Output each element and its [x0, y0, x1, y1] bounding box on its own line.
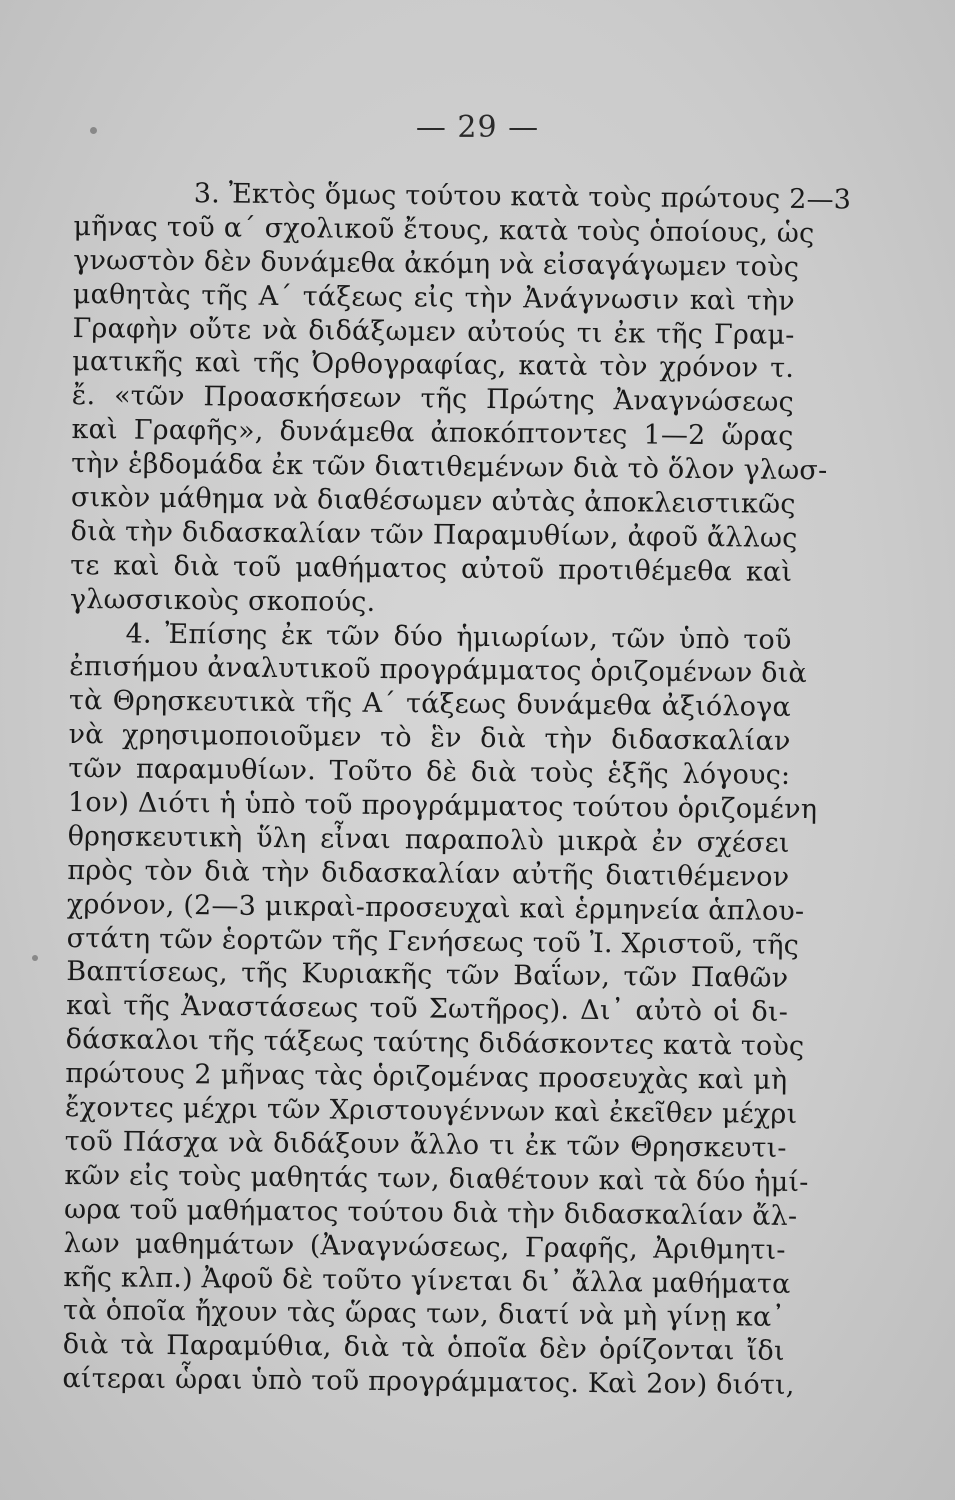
text-line: ἔχοντες μέχρι τῶν Χριστουγέννων καὶ ἐκεῖθεν μέχρι [64, 1092, 798, 1131]
body-text [62, 176, 852, 1403]
text-line: διὰ τὴν διδασκαλίαν τῶν Παραμυθίων, ἀφοῦ ἄλλως [70, 515, 798, 554]
text-line: δάσκαλοι τῆς τάξεως ταύτης διδάσκοντες κατὰ τοὺς [65, 1024, 805, 1063]
text-line: Γραφὴν οὔτε νὰ διδάξωμεν αὐτούς τι ἐκ τῆς Γραμ- [72, 312, 795, 351]
text-line: ἔ. «τῶν Προασκήσεων τῆς Πρώτης Ἀναγνώσεως [71, 380, 795, 419]
text-line: χρόνον, (2—3 μικραὶ-προσευχαὶ καὶ ἑρμηνεία ἁπλου- [66, 888, 805, 927]
text-line: ωρα τοῦ μαθήματος τούτου διὰ τὴν διδασκαλίαν ἄλ- [63, 1193, 798, 1232]
text-line: τὴν ἑβδομάδα ἐκ τῶν διατιθεμένων διὰ τὸ ὅλον γλωσ- [71, 448, 828, 487]
text-line: τε καὶ διὰ τοῦ μαθήματος αὐτοῦ προτιθέμεθα καὶ [70, 549, 793, 588]
text-line: ἐπισήμου ἀναλυτικοῦ προγράμματος ὁριζομένων διὰ [69, 651, 808, 690]
text-line: 3. Ἐκτὸς ὅμως τούτου κατὰ τοὺς πρώτους 2—3 [193, 178, 852, 216]
text-line: κῆς κλπ.) Ἀφοῦ δὲ τοῦτο γίνεται δι᾽ ἄλλα μαθήματα [63, 1261, 791, 1300]
text-line: τὰ Θρησκευτικὰ τῆς Α΄ τάξεως δυνάμεθα ἀξιόλογα [68, 685, 792, 724]
text-line: μαθητὰς τῆς Α΄ τάξεως εἰς τὴν Ἀνάγνωσιν καὶ τὴν [72, 278, 795, 317]
text-line: νὰ χρησιμοποιοῦμεν τὸ ἓν διὰ τὴν διδασκαλίαν [68, 719, 791, 758]
text-line: θρησκευτικὴ ὕλη εἶναι παραπολὺ μικρὰ ἐν σχέσει [67, 820, 790, 859]
text-line: λων μαθημάτων (Ἀναγνώσεως, Γραφῆς, Ἀριθμητι- [63, 1227, 786, 1266]
text-line: 4. Ἐπίσης ἐκ τῶν δύο ἡμιωρίων, τῶν ὑπὸ τοῦ [125, 618, 792, 656]
text-line: γνωστὸν δὲν δυνάμεθα ἀκόμη νὰ εἰσαγάγωμεν τοὺς [73, 244, 800, 283]
text-line: πρὸς τὸν διὰ τὴν διδασκαλίαν αὐτῆς διατιθέμενον [67, 854, 790, 893]
page-number: — 29 — [415, 110, 540, 145]
text-line: τοῦ Πάσχα νὰ διδάξουν ἄλλο τι ἐκ τῶν Θρησκευτι- [64, 1125, 787, 1164]
text-line: στάτη τῶν ἑορτῶν τῆς Γενήσεως τοῦ Ἰ. Χριστοῦ, τῆς [66, 922, 800, 961]
text-line: καὶ Γραφῆς», δυνάμεθα ἀποκόπτοντες 1—2 ὥρας [71, 414, 794, 453]
text-line: γλωσσικοὺς σκοπούς. [69, 583, 376, 618]
text-line: πρώτους 2 μῆνας τὰς ὁριζομένας προσευχὰς καὶ μὴ [65, 1058, 788, 1097]
text-line: ματικῆς καὶ τῆς Ὀρθογραφίας, κατὰ τὸν χρόνον τ. [72, 346, 795, 385]
text-line: Βαπτίσεως, τῆς Κυριακῆς τῶν Βαΐων, τῶν Παθῶν [66, 956, 789, 995]
text-line: 1ον) Διότι ἡ ὑπὸ τοῦ προγράμματος τούτου ὁριζομένη [67, 787, 818, 826]
text-line: μῆνας τοῦ α΄ σχολικοῦ ἔτους, κατὰ τοὺς ὁποίους, ὡς [73, 210, 815, 250]
text-line: διὰ τὰ Παραμύθια, διὰ τὰ ὁποῖα δὲν ὁρίζονται ἴδι [62, 1329, 785, 1368]
text-line: τῶν παραμυθίων. Τοῦτο δὲ διὰ τοὺς ἑξῆς λόγους: [68, 753, 791, 792]
text-line: καὶ τῆς Ἀναστάσεως τοῦ Σωτῆρος). Δι᾽ αὐτὸ οἱ δι- [65, 990, 789, 1029]
text-line: σικὸν μάθημα νὰ διαθέσωμεν αὐτὰς ἀποκλειστικῶς [70, 482, 796, 520]
text-line: τὰ ὁποῖα ἤχουν τὰς ὥρας των, διατί νὰ μὴ γίνῃ κα᾽ [62, 1295, 786, 1334]
ink-speck-margin [32, 955, 38, 961]
text-line: κῶν εἰς τοὺς μαθητάς των, διαθέτουν καὶ τὰ δύο ἡμί- [64, 1159, 809, 1198]
text-line: αίτεραι ὧραι ὑπὸ τοῦ προγράμματος. Καὶ 2ον) διότι, [62, 1363, 795, 1402]
